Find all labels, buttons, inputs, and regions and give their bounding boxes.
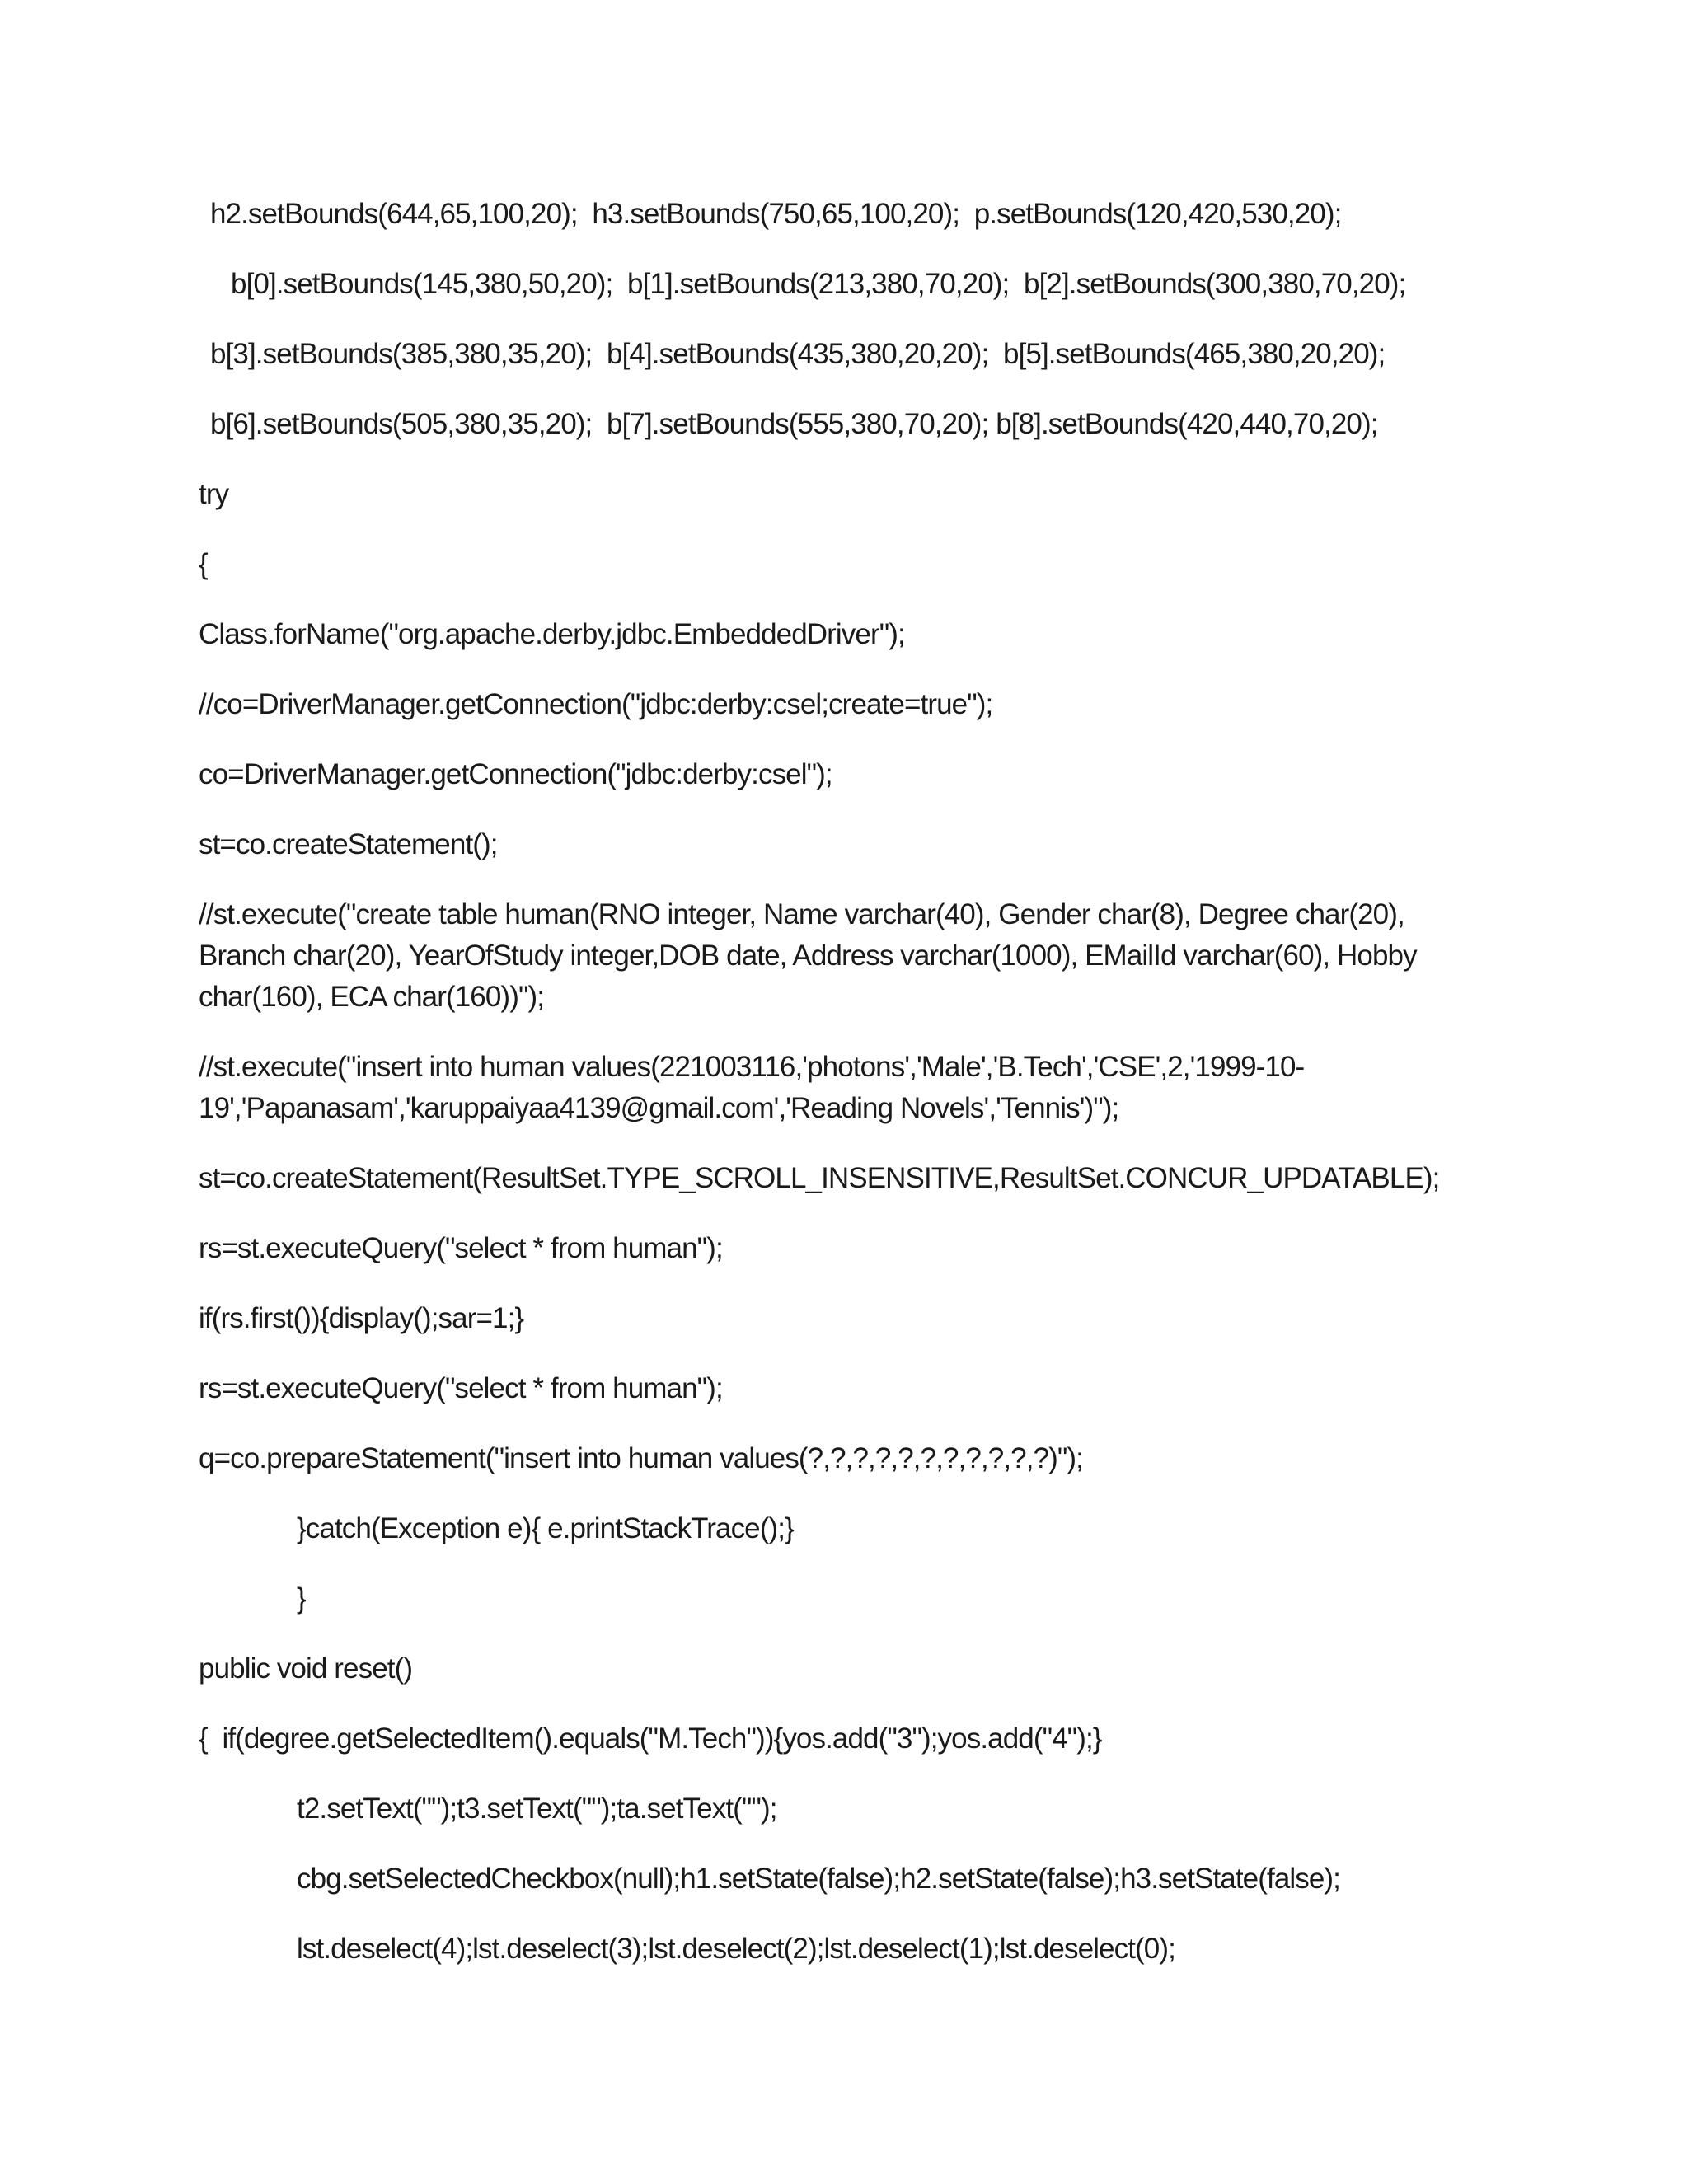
code-line: //st.execute("create table human(RNO integer, Name varchar(40), Gender char(8), Degree char(20), bbox=[199, 898, 1404, 930]
code-line: }catch(Exception e){ e.printStackTrace();} bbox=[297, 1512, 794, 1544]
code-line: st=co.createStatement(); bbox=[199, 828, 498, 860]
code-line: 19','Papanasam','karuppaiyaa4139@gmail.com','Reading Novels','Tennis')"); bbox=[199, 1092, 1119, 1124]
code-line: rs=st.executeQuery("select * from human"); bbox=[199, 1232, 723, 1264]
code-line: } bbox=[297, 1582, 306, 1615]
code-line: b[0].setBounds(145,380,50,20); b[1].setBounds(213,380,70,20); b[2].setBounds(300,380,70,20); bbox=[231, 268, 1406, 300]
code-line: cbg.setSelectedCheckbox(null);h1.setState(false);h2.setState(false);h3.setState(false); bbox=[297, 1863, 1341, 1895]
code-line: { if(degree.getSelectedItem().equals("M.Tech")){yos.add("3");yos.add("4");} bbox=[199, 1722, 1102, 1755]
code-line: public void reset() bbox=[199, 1652, 413, 1685]
code-line: b[6].setBounds(505,380,35,20); b[7].setBounds(555,380,70,20); b[8].setBounds(420,440,70,20); bbox=[210, 408, 1378, 440]
code-line: char(160), ECA char(160))"); bbox=[199, 981, 545, 1013]
code-line: b[3].setBounds(385,380,35,20); b[4].setBounds(435,380,20,20); b[5].setBounds(465,380,20,20); bbox=[210, 338, 1386, 370]
code-line: q=co.prepareStatement("insert into human values(?,?,?,?,?,?,?,?,?,?,?)"); bbox=[199, 1442, 1083, 1474]
code-line: { bbox=[199, 548, 208, 580]
code-line: t2.setText("");t3.setText("");ta.setText(""); bbox=[297, 1793, 777, 1825]
code-line: st=co.createStatement(ResultSet.TYPE_SCROLL_INSENSITIVE,ResultSet.CONCUR_UPDATABLE); bbox=[199, 1162, 1440, 1194]
code-line: //co=DriverManager.getConnection("jdbc:derby:csel;create=true"); bbox=[199, 688, 993, 720]
code-line: lst.deselect(4);lst.deselect(3);lst.deselect(2);lst.deselect(1);lst.deselect(0); bbox=[297, 1933, 1175, 1965]
code-line: Branch char(20), YearOfStudy integer,DOB date, Address varchar(1000), EMailId varchar(60), Hobby bbox=[199, 940, 1417, 972]
code-line: try bbox=[199, 478, 229, 510]
code-line: co=DriverManager.getConnection("jdbc:derby:csel"); bbox=[199, 758, 832, 790]
code-line: h2.setBounds(644,65,100,20); h3.setBounds(750,65,100,20); p.setBounds(120,420,530,20); bbox=[210, 198, 1342, 230]
code-line: Class.forName("org.apache.derby.jdbc.EmbeddedDriver"); bbox=[199, 618, 905, 650]
code-line: rs=st.executeQuery("select * from human"); bbox=[199, 1372, 723, 1404]
code-line: //st.execute("insert into human values(221003116,'photons','Male','B.Tech','CSE',2,'1999-10- bbox=[199, 1051, 1305, 1083]
code-line: if(rs.first()){display();sar=1;} bbox=[199, 1302, 524, 1334]
